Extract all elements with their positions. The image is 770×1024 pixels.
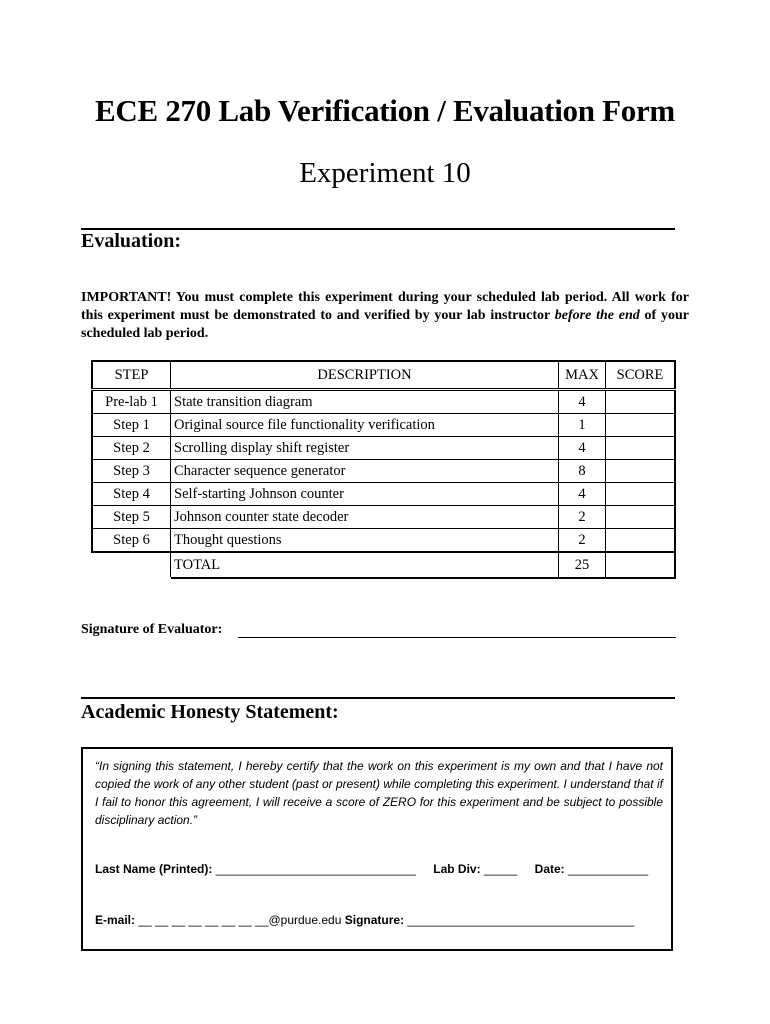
date-field[interactable]: ____________ [568,862,649,876]
description-cell: Self-starting Johnson counter [171,483,559,506]
step-cell: Step 4 [92,483,171,506]
honesty-statement: “In signing this statement, I hereby certify that the work on this experiment is my own and that I have not copied the work of any other student (past or present) while completing this experiment. I understand that if I fail to honor this agreement, I will receive a score of ZERO for this experiment and be subject to possible disciplinary action.” [95,759,663,827]
table-row [92,414,675,437]
important-emphasis: before the end [554,308,640,323]
description-cell: Character sequence generator [171,460,559,483]
lab-div-field[interactable]: _____ [483,862,518,876]
date-label: Date: [534,862,565,876]
max-cell: 1 [559,414,606,437]
description-cell: State transition diagram [171,390,559,414]
signature-label: Signature: [344,913,405,927]
total-label: TOTAL [171,552,559,578]
column-header-step: STEP [92,361,171,390]
description-cell: Original source file functionality verification [171,414,559,437]
total-score-field[interactable] [606,552,676,578]
important-text-end: of your scheduled lab period. [81,308,689,341]
score-field[interactable] [606,460,676,483]
description-cell: Thought questions [171,529,559,553]
evaluator-signature-line[interactable] [238,637,676,638]
score-table [91,360,676,579]
column-header-max: MAX [559,361,606,390]
step-cell: Step 1 [92,414,171,437]
score-field[interactable] [606,529,676,553]
evaluation-heading: Evaluation: [81,230,182,252]
table-row [92,506,675,529]
email-row [95,913,634,927]
description-cell: Scrolling display shift register [171,437,559,460]
divider [81,697,675,699]
table-row [92,437,675,460]
table-row [92,460,675,483]
academic-honesty-box [81,747,673,951]
academic-honesty-heading: Academic Honesty Statement: [81,701,339,723]
max-cell: 4 [559,390,606,414]
column-header-score: SCORE [606,361,676,390]
score-field[interactable] [606,390,676,414]
description-cell: Johnson counter state decoder [171,506,559,529]
column-header-description: DESCRIPTION [171,361,559,390]
step-cell: Step 5 [92,506,171,529]
score-field[interactable] [606,437,676,460]
signature-field[interactable]: __________________________________ [407,913,635,927]
table-header-row [92,361,675,390]
lab-div-label: Lab Div: [433,862,481,876]
important-notice [81,289,689,343]
score-field[interactable] [606,506,676,529]
max-cell: 8 [559,460,606,483]
step-cell: Step 2 [92,437,171,460]
last-name-label: Last Name (Printed): [95,862,213,876]
name-row [95,862,648,876]
email-domain: @purdue.edu [268,913,342,927]
max-cell: 4 [559,483,606,506]
important-text: IMPORTANT! You must complete this experiment during your scheduled lab period. All work for this experiment must be demonstrated to and verified by your lab instructor [81,290,689,323]
total-row [92,552,675,578]
empty-cell [92,552,171,578]
table-row [92,529,675,553]
last-name-field[interactable]: ______________________________ [215,862,416,876]
step-cell: Pre-lab 1 [92,390,171,414]
step-cell: Step 6 [92,529,171,553]
total-max: 25 [559,552,606,578]
form-title: ECE 270 Lab Verification / Evaluation Form [95,93,675,128]
score-field[interactable] [606,414,676,437]
email-label: E-mail: [95,913,136,927]
email-field[interactable]: __ __ __ __ __ __ __ __ [138,913,269,927]
max-cell: 2 [559,506,606,529]
table-row [92,390,675,414]
score-field[interactable] [606,483,676,506]
table-row [92,483,675,506]
experiment-subtitle: Experiment 10 [299,157,471,189]
step-cell: Step 3 [92,460,171,483]
evaluator-signature-label: Signature of Evaluator: [81,622,223,637]
max-cell: 4 [559,437,606,460]
max-cell: 2 [559,529,606,553]
